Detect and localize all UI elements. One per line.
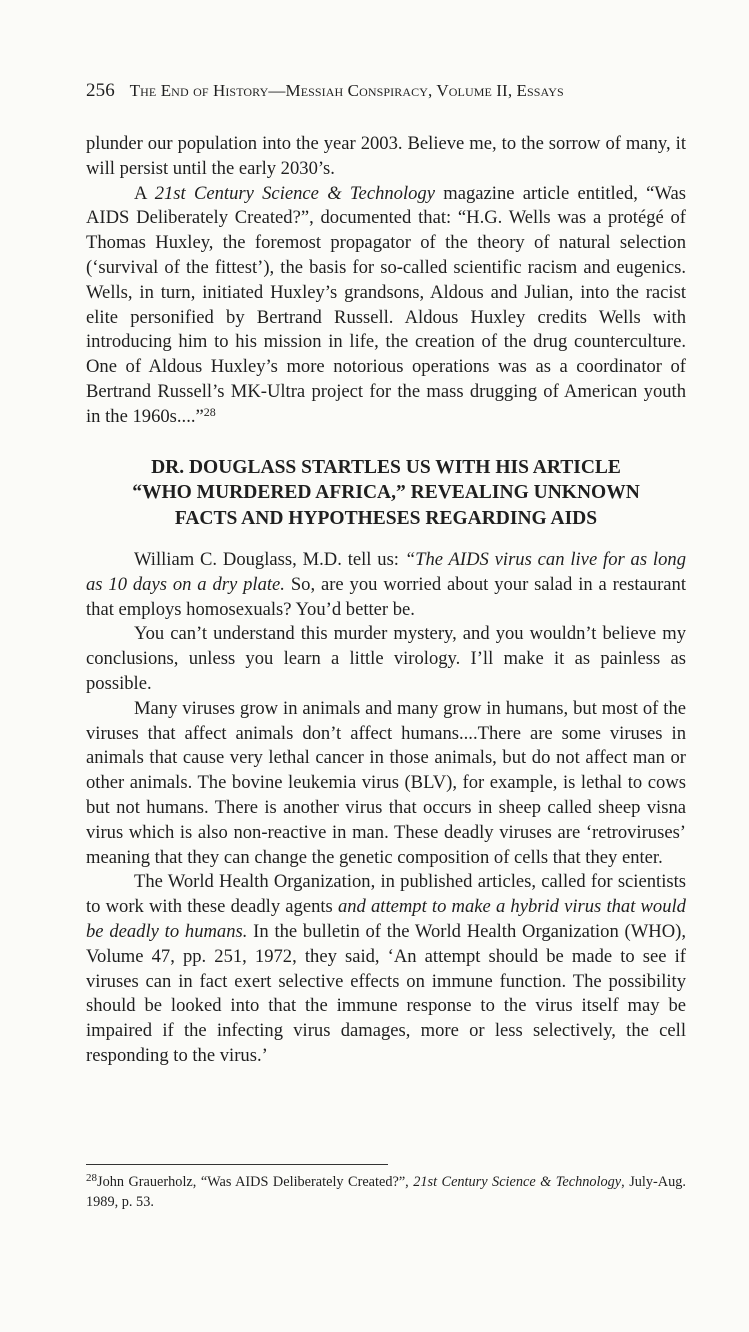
heading-line-2: “WHO MURDERED AFRICA,” REVEALING UNKNOWN <box>132 482 640 504</box>
page-number: 256 <box>86 80 115 101</box>
paragraph-douglass-quote <box>86 548 686 622</box>
paragraph-text: You can’t understand this murder mystery, and you wouldn’t believe my conclusions, unless you learn a little virology. I’ll make it as painless as possible. <box>86 623 686 695</box>
paragraph-text: A <box>134 182 155 204</box>
paragraph-text: So, are you worried about your salad in a restaurant that employs homosexuals? You’d better be. <box>86 573 686 620</box>
paragraph-continuation <box>86 132 686 182</box>
paragraph-murder-mystery <box>86 622 686 696</box>
section-heading <box>86 455 686 532</box>
paragraph-text: Many viruses grow in animals and many grow in humans, but most of the viruses that affect animals don’t affect humans....There are some viruses in animals that cause very lethal cancer in those animals, but do not affect man or other animals. The bovine leukemia virus (BLV), for example, is lethal to cows but not humans. There is another virus that occurs in sheep called sheep visna virus which is also non-reactive in man. These deadly viruses are ‘retroviruses’ meaning that they can change the genetic composition of cells that they enter. <box>86 697 686 868</box>
footnote-divider <box>86 1164 388 1165</box>
paragraph-text: William C. Douglass, M.D. tell us: <box>134 549 405 571</box>
heading-line-1: DR. DOUGLASS STARTLES US WITH HIS ARTICLE <box>151 456 621 478</box>
paragraph-viruses <box>86 697 686 871</box>
paragraph-text: The World Health Organization, in published articles, called for scientists to work with these deadly agents <box>86 871 686 918</box>
heading-line-3: FACTS AND HYPOTHESES REGARDING AIDS <box>174 507 598 529</box>
page-body <box>86 132 686 1069</box>
paragraph-text: magazine article entitled, “Was AIDS Deliberately Created?”, documented that: “H.G. Wells was a protégé of Thomas Huxley, the foremost propagator of the theory of natural selection (‘survival of the fittest’), the basis for so-called scientific racism and eugenics. Wells, in turn, initiated Huxley’s grandsons, Aldous and Julian, into the racist elite personified by Bertrand Russell. Aldous Huxley credits Wells with introducing him to his mission in life, the creation of the drug counterculture. One of Aldous Huxley’s more notorious operations was as a coordinator of Bertrand Russell’s MK-Ultra project for the mass drugging of American youth in the 1960s....” <box>86 182 686 427</box>
running-title: The End of History—Messiah Conspiracy, Volume II, Essays <box>129 81 564 100</box>
magazine-title: 21st Century Science & Technology <box>154 182 435 204</box>
footnote-text: , July-Aug. 1989, p. 53. <box>86 1174 686 1210</box>
running-header <box>86 80 564 102</box>
paragraph-text: plunder our population into the year 2003. Believe me, to the sorrow of many, it will persist until the early 2030’s. <box>86 133 686 179</box>
italic-emphasis: and attempt to make a hybrid virus that would be deadly to humans. <box>86 896 686 943</box>
footnote-text: John Grauerholz, “Was AIDS Deliberately Created?”, <box>97 1174 414 1190</box>
italic-quote: “The AIDS virus can live for as long as 10 days on a dry plate. <box>86 549 686 595</box>
paragraph-text: In the bulletin of the World Health Organization (WHO), Volume 47, pp. 251, 1972, they said, ‘An attempt should be made to see if viruses can in fact exert selective effects on immune function. The possibility should be looked into that the immune response to the virus itself may be impaired if the infecting virus damages, more or less selectively, the cell responding to the virus.’ <box>86 921 686 1066</box>
footnote-magazine-title: 21st Century Science & Technology <box>413 1174 622 1190</box>
footnote-reference: 28 <box>203 404 216 419</box>
paragraph-who <box>86 870 686 1068</box>
paragraph-magazine-article <box>86 182 686 430</box>
footnote <box>86 1172 686 1212</box>
footnote-number: 28 <box>86 1172 97 1184</box>
